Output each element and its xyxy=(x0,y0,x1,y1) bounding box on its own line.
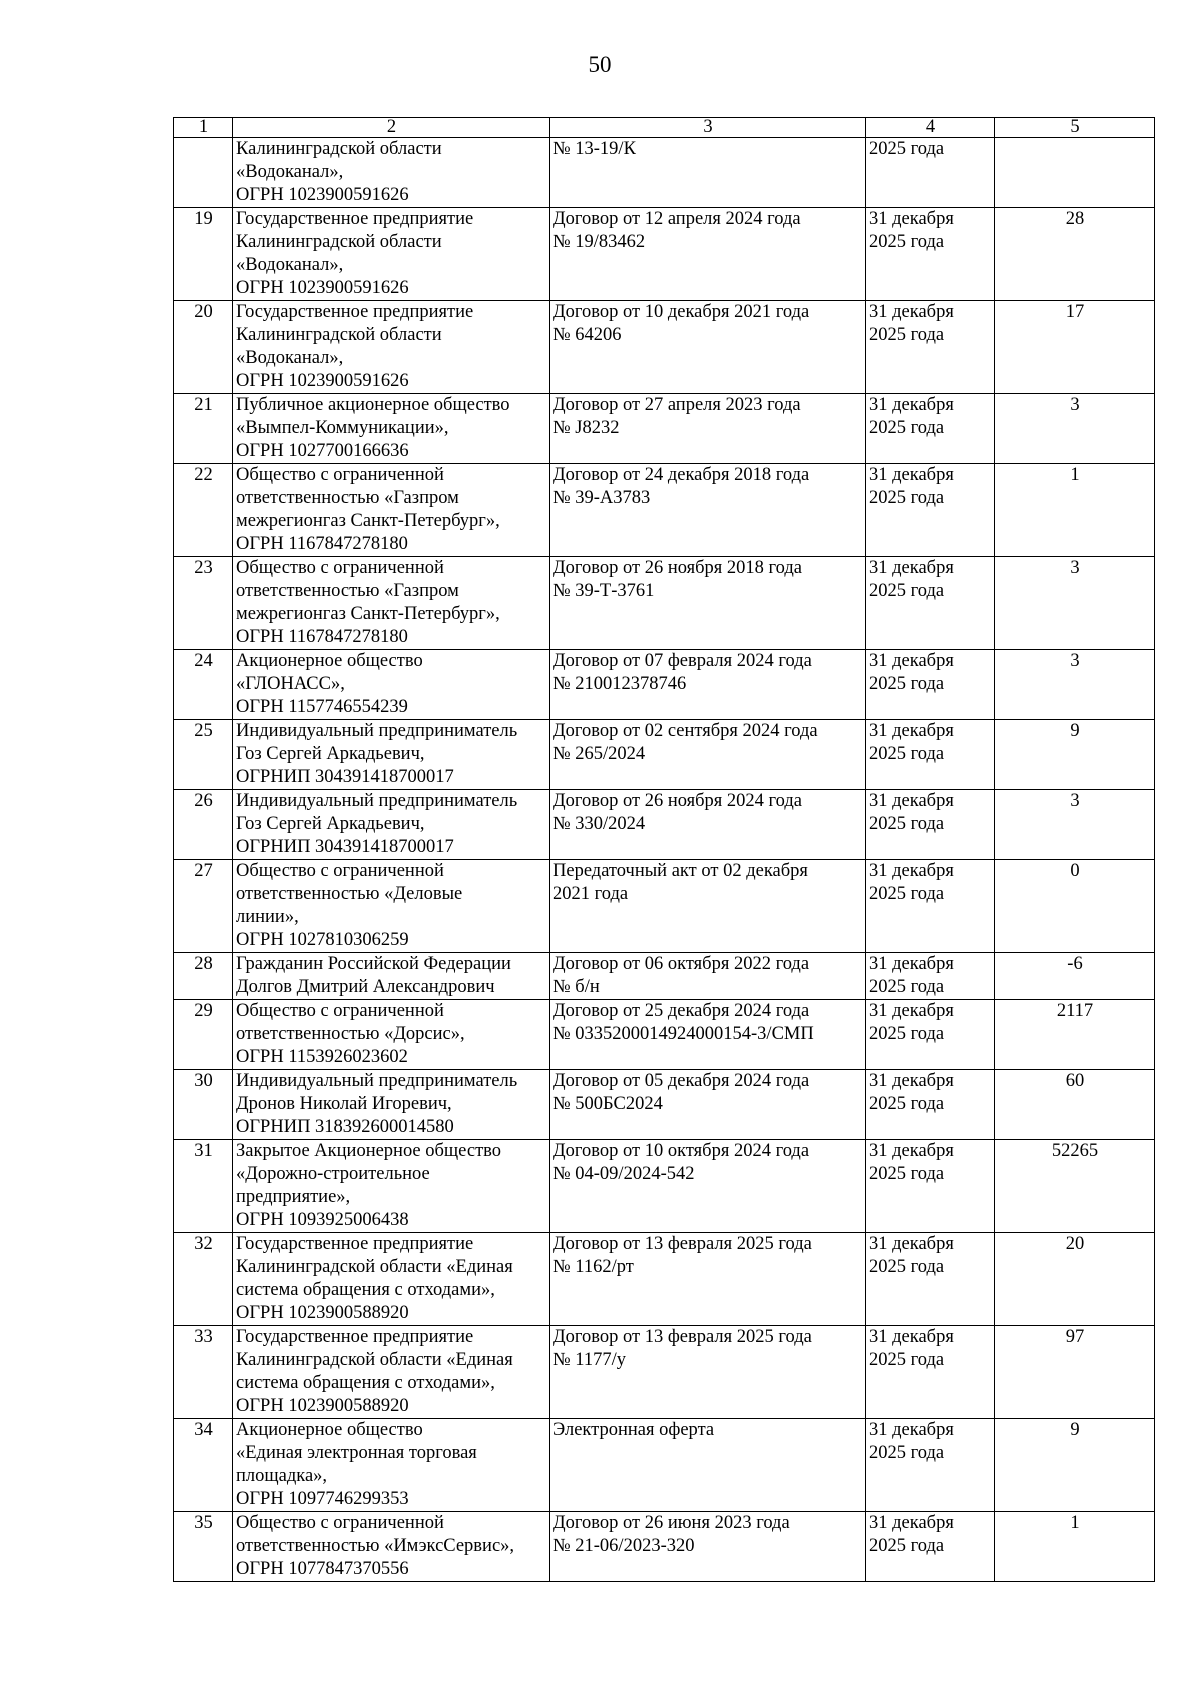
row-number-cell: 30 xyxy=(174,1070,233,1140)
term-cell-line: 2025 года xyxy=(869,1536,945,1556)
organization-cell-line: ответственностью «Газпром xyxy=(236,581,459,601)
document-cell-line: Договор от 26 ноября 2024 года xyxy=(553,791,803,811)
term-cell-line: 31 декабря xyxy=(869,395,954,415)
term-cell xyxy=(866,860,995,953)
row-number-cell: 25 xyxy=(174,720,233,790)
table-row xyxy=(174,138,1155,208)
organization-cell-line: Общество с ограниченной xyxy=(236,861,444,881)
organization-cell xyxy=(233,860,550,953)
organization-cell-line: «ГЛОНАСС», xyxy=(236,674,345,694)
organization-cell-line: ответственностью «ИмэксСервис», xyxy=(236,1536,515,1556)
term-cell xyxy=(866,790,995,860)
term-cell-line: 31 декабря xyxy=(869,1234,954,1254)
row-number-cell: 34 xyxy=(174,1419,233,1512)
table-row xyxy=(174,1233,1155,1326)
organization-cell-line: Акционерное общество xyxy=(236,1420,423,1440)
organization-cell-line: Государственное предприятие xyxy=(236,209,474,229)
row-number-cell: 26 xyxy=(174,790,233,860)
term-cell-line: 31 декабря xyxy=(869,1327,954,1347)
organization-cell xyxy=(233,1326,550,1419)
term-cell xyxy=(866,301,995,394)
term-cell-line: 31 декабря xyxy=(869,1420,954,1440)
document-cell xyxy=(550,1512,866,1582)
document-cell-line: Договор от 13 февраля 2025 года xyxy=(553,1234,812,1254)
value-cell: 97 xyxy=(995,1326,1155,1419)
term-cell xyxy=(866,208,995,301)
document-cell xyxy=(550,1070,866,1140)
organization-cell xyxy=(233,301,550,394)
term-cell-line: 31 декабря xyxy=(869,721,954,741)
organization-cell-line: Общество с ограниченной xyxy=(236,1513,444,1533)
table-row xyxy=(174,1512,1155,1582)
organization-cell-line: межрегионгаз Санкт-Петербург», xyxy=(236,511,500,531)
document-cell-line: Договор от 26 ноября 2018 года xyxy=(553,558,803,578)
table-row xyxy=(174,464,1155,557)
row-number-cell: 29 xyxy=(174,1000,233,1070)
organization-cell-line: ОГРН 1027700166636 xyxy=(236,441,409,461)
organization-cell-line: ОГРН 1023900588920 xyxy=(236,1303,409,1323)
organization-cell-line: Публичное акционерное общество xyxy=(236,395,510,415)
value-cell: 0 xyxy=(995,860,1155,953)
column-header: 5 xyxy=(995,118,1155,138)
row-number-cell: 19 xyxy=(174,208,233,301)
term-cell xyxy=(866,1326,995,1419)
term-cell-line: 31 декабря xyxy=(869,1071,954,1091)
term-cell xyxy=(866,394,995,464)
document-cell-line: Договор от 06 октября 2022 года xyxy=(553,954,810,974)
term-cell-line: 2025 года xyxy=(869,325,945,345)
document-cell-line: Договор от 27 апреля 2023 года xyxy=(553,395,801,415)
organization-cell-line: ОГРНИП 304391418700017 xyxy=(236,837,454,857)
document-cell-line: № 500БС2024 xyxy=(553,1094,663,1114)
document-cell-line: Договор от 26 июня 2023 года xyxy=(553,1513,790,1533)
organization-cell-line: ОГРН 1157746554239 xyxy=(236,697,408,717)
term-cell xyxy=(866,1070,995,1140)
organization-cell-line: система обращения с отходами», xyxy=(236,1280,495,1300)
organization-cell xyxy=(233,720,550,790)
document-cell-line: № 39-А3783 xyxy=(553,488,651,508)
term-cell-line: 31 декабря xyxy=(869,558,954,578)
organization-cell xyxy=(233,557,550,650)
document-cell-line: Договор от 05 декабря 2024 года xyxy=(553,1071,810,1091)
document-cell xyxy=(550,1000,866,1070)
table-row xyxy=(174,790,1155,860)
table-row xyxy=(174,1000,1155,1070)
term-cell-line: 2025 года xyxy=(869,884,945,904)
organization-cell-line: Калининградской области xyxy=(236,139,442,159)
term-cell-line: 2025 года xyxy=(869,232,945,252)
column-header: 4 xyxy=(866,118,995,138)
organization-cell-line: ОГРН 1027810306259 xyxy=(236,930,409,950)
organization-cell-line: ОГРНИП 318392600014580 xyxy=(236,1117,454,1137)
document-cell-line: № б/н xyxy=(553,977,600,997)
organization-cell-line: Закрытое Акционерное общество xyxy=(236,1141,502,1161)
value-cell: 60 xyxy=(995,1070,1155,1140)
organization-cell xyxy=(233,138,550,208)
table-row xyxy=(174,650,1155,720)
organization-cell-line: ОГРН 1153926023602 xyxy=(236,1047,408,1067)
document-cell-line: № J8232 xyxy=(553,418,620,438)
term-cell-line: 2025 года xyxy=(869,744,945,764)
table-row xyxy=(174,953,1155,1000)
document-cell xyxy=(550,301,866,394)
document-cell xyxy=(550,394,866,464)
term-cell-line: 2025 года xyxy=(869,1164,945,1184)
column-header: 1 xyxy=(174,118,233,138)
organization-cell-line: Калининградской области «Единая xyxy=(236,1257,513,1277)
document-cell xyxy=(550,1233,866,1326)
organization-cell xyxy=(233,208,550,301)
term-cell-line: 31 декабря xyxy=(869,954,954,974)
document-cell-line: № 265/2024 xyxy=(553,744,646,764)
document-cell-line: Договор от 24 декабря 2018 года xyxy=(553,465,810,485)
row-number-cell: 24 xyxy=(174,650,233,720)
organization-cell-line: ОГРН 1023900591626 xyxy=(236,185,409,205)
row-number-cell: 23 xyxy=(174,557,233,650)
organization-cell xyxy=(233,1140,550,1233)
term-cell-line: 31 декабря xyxy=(869,791,954,811)
document-cell-line: № 210012378746 xyxy=(553,674,687,694)
document-cell-line: № 64206 xyxy=(553,325,622,345)
organization-cell xyxy=(233,1419,550,1512)
term-cell-line: 2025 года xyxy=(869,488,945,508)
organization-cell-line: Калининградской области xyxy=(236,232,442,252)
organization-cell-line: Государственное предприятие xyxy=(236,1234,474,1254)
document-cell-line: № 04-09/2024-542 xyxy=(553,1164,695,1184)
organization-cell-line: ОГРН 1023900591626 xyxy=(236,278,409,298)
organization-cell-line: Гражданин Российской Федерации xyxy=(236,954,511,974)
term-cell-line: 31 декабря xyxy=(869,302,954,322)
term-cell-line: 31 декабря xyxy=(869,1001,954,1021)
organization-cell-line: линии», xyxy=(236,907,299,927)
document-cell xyxy=(550,790,866,860)
organization-cell-line: «Водоканал», xyxy=(236,162,344,182)
value-cell: 52265 xyxy=(995,1140,1155,1233)
document-cell-line: Договор от 10 декабря 2021 года xyxy=(553,302,810,322)
organization-cell-line: ОГРН 1023900591626 xyxy=(236,371,409,391)
organization-cell-line: ОГРН 1023900588920 xyxy=(236,1396,409,1416)
value-cell: 20 xyxy=(995,1233,1155,1326)
document-cell xyxy=(550,1140,866,1233)
row-number-cell: 35 xyxy=(174,1512,233,1582)
term-cell xyxy=(866,1419,995,1512)
table-row xyxy=(174,301,1155,394)
row-number-cell xyxy=(174,138,233,208)
table-row xyxy=(174,394,1155,464)
table-row xyxy=(174,1070,1155,1140)
organization-cell-line: Калининградской области xyxy=(236,325,442,345)
table-header-row xyxy=(174,118,1155,138)
organization-cell xyxy=(233,1070,550,1140)
term-cell-line: 2025 года xyxy=(869,977,945,997)
organization-cell xyxy=(233,394,550,464)
organization-cell-line: площадка», xyxy=(236,1466,328,1486)
organization-cell-line: Акционерное общество xyxy=(236,651,423,671)
value-cell: 3 xyxy=(995,650,1155,720)
term-cell-line: 2025 года xyxy=(869,1024,945,1044)
document-cell-line: 2021 года xyxy=(553,884,629,904)
column-header: 3 xyxy=(550,118,866,138)
organization-cell-line: Индивидуальный предприниматель xyxy=(236,1071,518,1091)
column-header: 2 xyxy=(233,118,550,138)
organization-cell-line: ответственностью «Деловые xyxy=(236,884,463,904)
organization-cell-line: Государственное предприятие xyxy=(236,302,474,322)
term-cell-line: 2025 года xyxy=(869,139,945,159)
row-number-cell: 33 xyxy=(174,1326,233,1419)
document-cell xyxy=(550,860,866,953)
document-cell-line: Договор от 12 апреля 2024 года xyxy=(553,209,801,229)
term-cell xyxy=(866,650,995,720)
organization-cell-line: «Вымпел-Коммуникации», xyxy=(236,418,449,438)
term-cell-line: 31 декабря xyxy=(869,1513,954,1533)
value-cell: 17 xyxy=(995,301,1155,394)
organization-cell xyxy=(233,953,550,1000)
term-cell-line: 2025 года xyxy=(869,1094,945,1114)
document-cell-line: № 39-Т-3761 xyxy=(553,581,655,601)
document-cell-line: Договор от 13 февраля 2025 года xyxy=(553,1327,812,1347)
value-cell: 28 xyxy=(995,208,1155,301)
table-row xyxy=(174,1140,1155,1233)
document-cell-line: Договор от 02 сентября 2024 года xyxy=(553,721,818,741)
document-cell-line: Передаточный акт от 02 декабря xyxy=(553,861,808,881)
organization-cell xyxy=(233,1000,550,1070)
document-cell-line: № 330/2024 xyxy=(553,814,646,834)
value-cell: 1 xyxy=(995,1512,1155,1582)
value-cell: 3 xyxy=(995,557,1155,650)
value-cell xyxy=(995,138,1155,208)
organization-cell-line: Дронов Николай Игоревич, xyxy=(236,1094,452,1114)
row-number-cell: 27 xyxy=(174,860,233,953)
row-number-cell: 31 xyxy=(174,1140,233,1233)
organization-cell-line: Гоз Сергей Аркадьевич, xyxy=(236,744,425,764)
term-cell-line: 31 декабря xyxy=(869,1141,954,1161)
organization-cell xyxy=(233,790,550,860)
table-row xyxy=(174,557,1155,650)
organization-cell xyxy=(233,650,550,720)
organization-cell-line: ОГРН 1093925006438 xyxy=(236,1210,409,1230)
organization-cell xyxy=(233,464,550,557)
document-cell-line: № 0335200014924000154-3/СМП xyxy=(553,1024,814,1044)
organization-cell-line: Гоз Сергей Аркадьевич, xyxy=(236,814,425,834)
term-cell-line: 31 декабря xyxy=(869,651,954,671)
row-number-cell: 20 xyxy=(174,301,233,394)
organization-cell-line: ОГРН 1097746299353 xyxy=(236,1489,409,1509)
term-cell-line: 31 декабря xyxy=(869,209,954,229)
term-cell xyxy=(866,953,995,1000)
organization-cell-line: Общество с ограниченной xyxy=(236,1001,444,1021)
organization-cell-line: ОГРНИП 304391418700017 xyxy=(236,767,454,787)
document-cell xyxy=(550,650,866,720)
organization-cell-line: ответственностью «Дорсис», xyxy=(236,1024,465,1044)
value-cell: 3 xyxy=(995,790,1155,860)
term-cell-line: 31 декабря xyxy=(869,465,954,485)
document-cell-line: Договор от 10 октября 2024 года xyxy=(553,1141,810,1161)
table-row xyxy=(174,1326,1155,1419)
table-row xyxy=(174,208,1155,301)
term-cell xyxy=(866,1233,995,1326)
term-cell-line: 2025 года xyxy=(869,674,945,694)
term-cell-line: 2025 года xyxy=(869,1257,945,1277)
page-number: 50 xyxy=(588,52,612,77)
document-cell-line: Договор от 25 декабря 2024 года xyxy=(553,1001,810,1021)
table-row xyxy=(174,1419,1155,1512)
organization-cell-line: ОГРН 1167847278180 xyxy=(236,534,408,554)
organization-cell-line: ОГРН 1077847370556 xyxy=(236,1559,409,1579)
document-cell xyxy=(550,720,866,790)
term-cell xyxy=(866,720,995,790)
document-cell xyxy=(550,557,866,650)
document-cell xyxy=(550,138,866,208)
document-cell xyxy=(550,208,866,301)
term-cell-line: 2025 года xyxy=(869,581,945,601)
organization-cell-line: система обращения с отходами», xyxy=(236,1373,495,1393)
organization-cell-line: межрегионгаз Санкт-Петербург», xyxy=(236,604,500,624)
term-cell-line: 2025 года xyxy=(869,418,945,438)
term-cell xyxy=(866,557,995,650)
term-cell xyxy=(866,1512,995,1582)
registry-table xyxy=(173,117,1155,1582)
document-cell-line: № 1162/рт xyxy=(553,1257,634,1277)
document-cell xyxy=(550,1326,866,1419)
term-cell-line: 31 декабря xyxy=(869,861,954,881)
value-cell: 9 xyxy=(995,1419,1155,1512)
organization-cell-line: Государственное предприятие xyxy=(236,1327,474,1347)
row-number-cell: 28 xyxy=(174,953,233,1000)
organization-cell-line: Индивидуальный предприниматель xyxy=(236,721,518,741)
organization-cell xyxy=(233,1233,550,1326)
organization-cell-line: Общество с ограниченной xyxy=(236,558,444,578)
term-cell-line: 2025 года xyxy=(869,814,945,834)
organization-cell-line: «Водоканал», xyxy=(236,255,344,275)
organization-cell-line: «Водоканал», xyxy=(236,348,344,368)
table-row xyxy=(174,860,1155,953)
organization-cell-line: ответственностью «Газпром xyxy=(236,488,459,508)
table-body xyxy=(174,138,1155,1582)
organization-cell-line: ОГРН 1167847278180 xyxy=(236,627,408,647)
row-number-cell: 22 xyxy=(174,464,233,557)
table-row xyxy=(174,720,1155,790)
document-cell xyxy=(550,953,866,1000)
document-cell-line: № 13-19/К xyxy=(553,139,636,159)
organization-cell xyxy=(233,1512,550,1582)
term-cell-line: 2025 года xyxy=(869,1443,945,1463)
term-cell xyxy=(866,464,995,557)
document-cell xyxy=(550,464,866,557)
value-cell: -6 xyxy=(995,953,1155,1000)
organization-cell-line: предприятие», xyxy=(236,1187,351,1207)
value-cell: 1 xyxy=(995,464,1155,557)
value-cell: 2117 xyxy=(995,1000,1155,1070)
value-cell: 9 xyxy=(995,720,1155,790)
document-cell-line: Электронная оферта xyxy=(553,1420,715,1440)
document-cell-line: № 21-06/2023-320 xyxy=(553,1536,695,1556)
organization-cell-line: Калининградской области «Единая xyxy=(236,1350,513,1370)
document-cell xyxy=(550,1419,866,1512)
term-cell xyxy=(866,1140,995,1233)
value-cell: 3 xyxy=(995,394,1155,464)
term-cell xyxy=(866,138,995,208)
row-number-cell: 21 xyxy=(174,394,233,464)
term-cell xyxy=(866,1000,995,1070)
organization-cell-line: «Единая электронная торговая xyxy=(236,1443,477,1463)
document-cell-line: № 1177/у xyxy=(553,1350,626,1370)
row-number-cell: 32 xyxy=(174,1233,233,1326)
organization-cell-line: Долгов Дмитрий Александрович xyxy=(236,977,495,997)
term-cell-line: 2025 года xyxy=(869,1350,945,1370)
document-cell-line: № 19/83462 xyxy=(553,232,646,252)
organization-cell-line: «Дорожно-строительное xyxy=(236,1164,430,1184)
organization-cell-line: Индивидуальный предприниматель xyxy=(236,791,518,811)
organization-cell-line: Общество с ограниченной xyxy=(236,465,444,485)
document-cell-line: Договор от 07 февраля 2024 года xyxy=(553,651,812,671)
